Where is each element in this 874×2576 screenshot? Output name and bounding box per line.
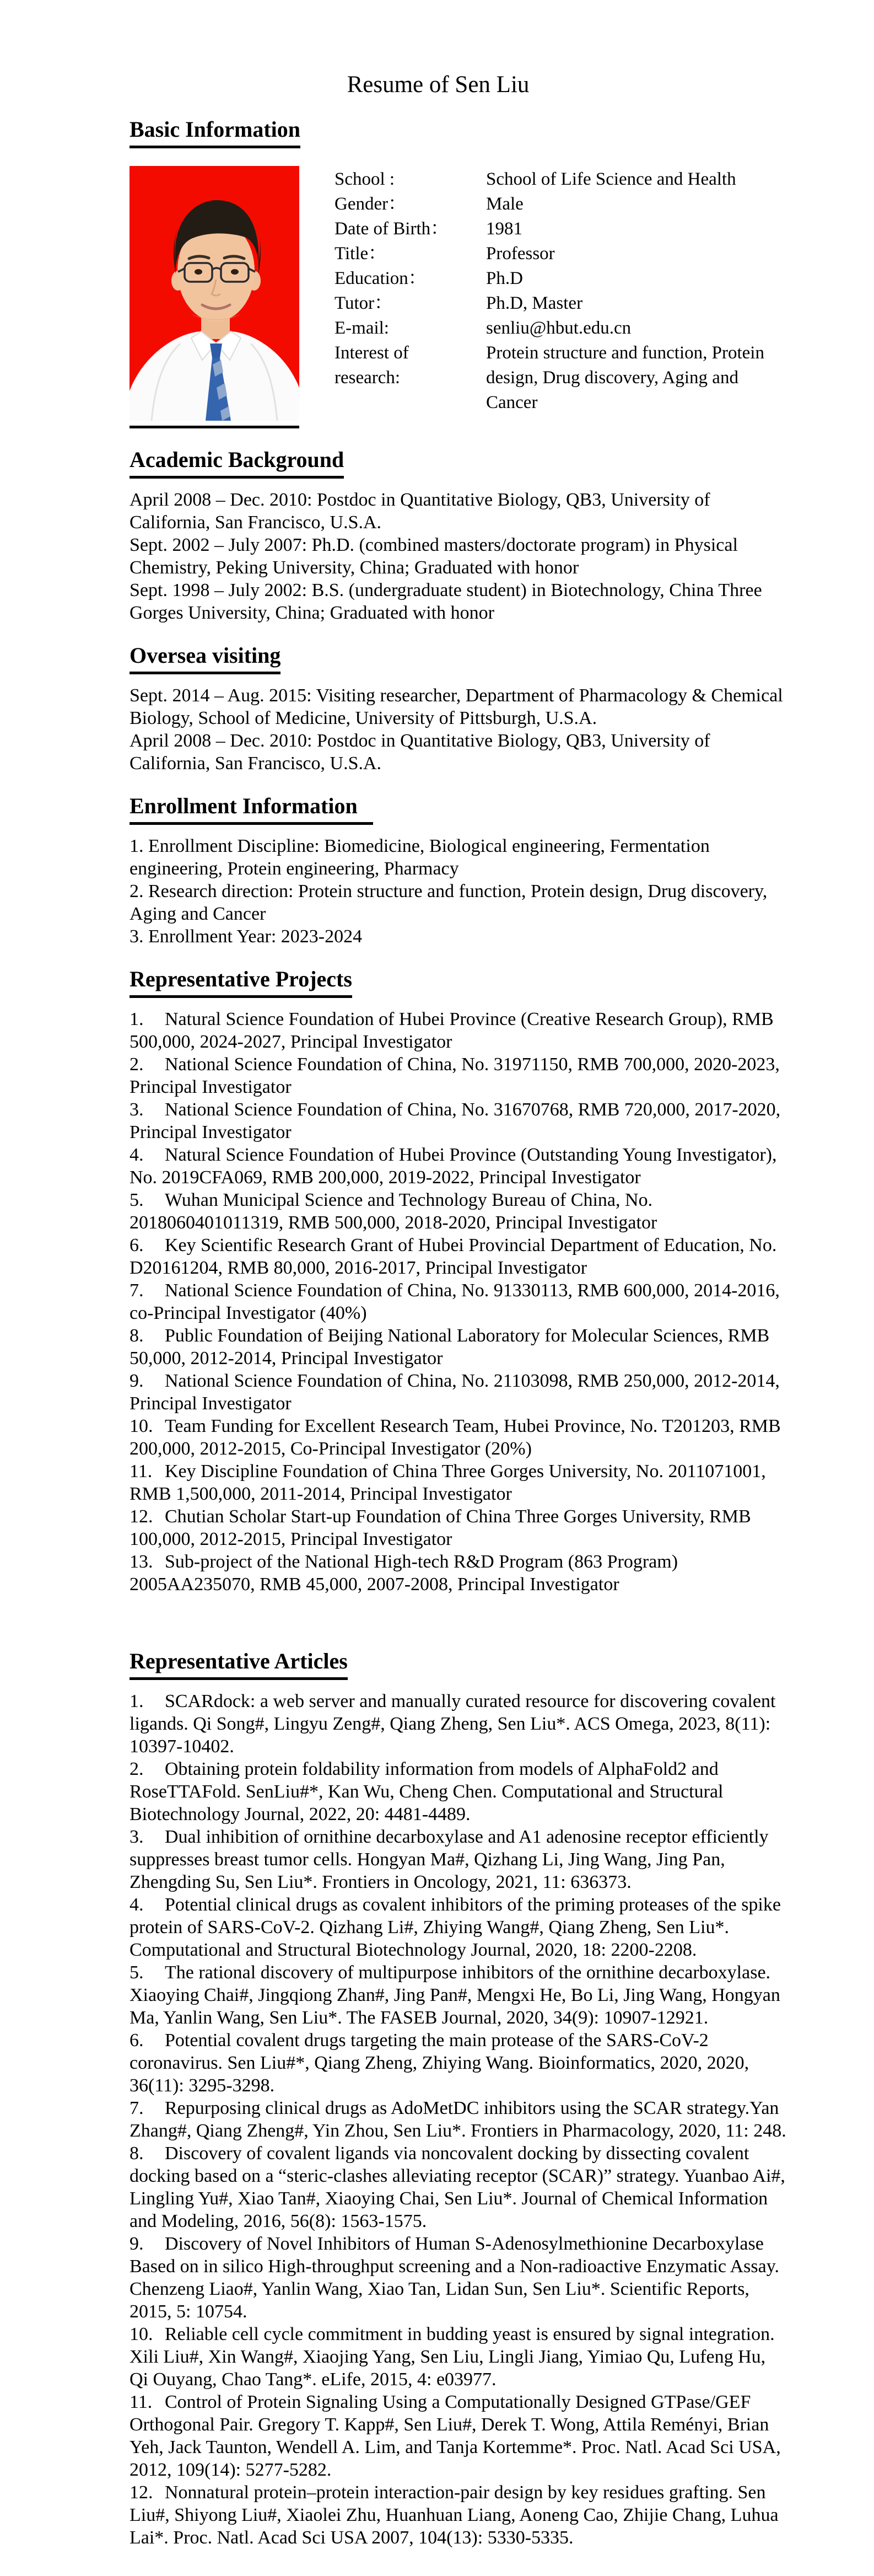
- section-enrollment-information: [130, 791, 808, 825]
- section-heading: Academic Background: [130, 445, 344, 479]
- section-academic-background: [130, 445, 808, 479]
- item-text: National Science Foundation of China, No. 31670768, RMB 720,000, 2017-2020,: [165, 1099, 781, 1120]
- item-text: Potential clinical drugs as covalent inhibitors of the priming proteases of the spike: [165, 1895, 781, 1915]
- article-item-line: Biotechnology Journal, 2022, 20: 4481-4489.: [130, 1804, 471, 1824]
- article-item-line: [130, 2097, 808, 2119]
- article-item-line: Chenzeng Liao#, Yanlin Wang, Xiao Tan, Lidan Sun, Sen Liu*. Scientific Reports,: [130, 2279, 749, 2299]
- article-item-line: Liu#, Shiyong Liu#, Xiaolei Zhu, Huanhuan Liang, Aoneng Cao, Zhijie Chang, Luhua: [130, 2505, 779, 2525]
- article-item-line: Ma, Yanlin Wang, Sen Liu*. The FASEB Journal, 2020, 34(9): 10907-12921.: [130, 2008, 709, 2028]
- article-item-line: 36(11): 3295-3298.: [130, 2075, 275, 2096]
- article-item-line: Computational and Structural Biotechnology Journal, 2020, 18: 2200-2208.: [130, 1940, 697, 1960]
- item-number: 12.: [130, 1506, 153, 1527]
- item-text: Public Foundation of Beijing National Laboratory for Molecular Sciences, RMB: [165, 1325, 770, 1346]
- item-text: Key Scientific Research Grant of Hubei Provincial Department of Education, No.: [165, 1235, 777, 1255]
- info-row: [335, 390, 764, 415]
- project-item-line: [130, 1324, 808, 1347]
- section-basic-information: [130, 115, 808, 148]
- item-text: Dual inhibition of ornithine decarboxylase and A1 adenosine receptor efficiently: [165, 1827, 769, 1847]
- info-value: Ph.D: [486, 269, 523, 288]
- info-value: 1981: [486, 219, 522, 239]
- item-text: Natural Science Foundation of Hubei Province (Creative Research Group), RMB: [165, 1009, 774, 1029]
- info-label: Tutor：: [335, 293, 393, 313]
- article-item-line: and Modeling, 2016, 56(8): 1563-1575.: [130, 2211, 427, 2231]
- info-row: [335, 341, 764, 366]
- item-number: 6.: [130, 1235, 144, 1255]
- basic-info-table: [335, 166, 764, 428]
- item-number: 12.: [130, 2482, 153, 2503]
- item-text: SCARdock: a web server and manually curated resource for discovering covalent: [165, 1691, 776, 1711]
- item-text: Repurposing clinical drugs as AdoMetDC inhibitors using the SCAR strategy.Yan: [165, 2098, 779, 2118]
- project-item-line: [130, 1144, 808, 1166]
- article-item-line: [130, 2323, 808, 2346]
- project-item-line: [130, 1370, 808, 1392]
- item-number: 7.: [130, 1280, 144, 1301]
- info-label: Education：: [335, 269, 427, 288]
- info-value: School of Life Science and Health: [486, 169, 736, 189]
- academic-line: Gorges University, China; Graduated with honor: [130, 603, 494, 623]
- item-number: 5.: [130, 1190, 144, 1210]
- project-item-line: [130, 1415, 808, 1437]
- section-heading: Representative Projects: [130, 964, 352, 998]
- article-item-line: RoseTTAFold. SenLiu#*, Kan Wu, Cheng Chen. Computational and Structural: [130, 1781, 724, 1802]
- basic-info-block: [130, 166, 808, 428]
- article-item-line: Zhengding Su, Sen Liu*. Frontiers in Oncology, 2021, 11: 636373.: [130, 1872, 632, 1892]
- academic-line: Sept. 1998 – July 2002: B.S. (undergraduate student) in Biotechnology, China Three: [130, 580, 762, 600]
- info-row: [335, 167, 764, 192]
- article-item-line: [130, 2142, 808, 2165]
- oversea-line: California, San Francisco, U.S.A.: [130, 753, 382, 774]
- item-text: Sub-project of the National High-tech R&D Program (863 Program): [165, 1552, 678, 1572]
- article-item-line: [130, 1758, 808, 1780]
- item-number: 3.: [130, 1099, 144, 1120]
- item-number: 13.: [130, 1552, 153, 1572]
- article-item-line: [130, 1961, 808, 1984]
- article-item-line: Orthogonal Pair. Gregory T. Kapp#, Sen Liu#, Derek T. Wong, Attila Reményi, Brian: [130, 2414, 769, 2435]
- section-representative-articles: [130, 1646, 808, 1680]
- email-value: senliu@hbut.edu.cn: [486, 318, 632, 338]
- oversea-line: April 2008 – Dec. 2010: Postdoc in Quantitative Biology, QB3, University of: [130, 731, 710, 751]
- section-heading: Representative Articles: [130, 1646, 348, 1680]
- item-number: 9.: [130, 2234, 144, 2254]
- info-label: School :: [335, 169, 395, 189]
- item-text: Chutian Scholar Start-up Foundation of China Three Gorges University, RMB: [165, 1506, 751, 1527]
- info-label: Date of Birth：: [335, 219, 449, 239]
- item-number: 9.: [130, 1371, 144, 1391]
- article-item-line: coronavirus. Sen Liu#*, Qiang Zheng, Zhiying Wang. Bioinformatics, 2020, 2020,: [130, 2053, 749, 2073]
- article-item-line: suppresses breast tumor cells. Hongyan Ma#, Qizhang Li, Jing Wang, Jing Pan,: [130, 1849, 725, 1870]
- item-number: 11.: [130, 1461, 153, 1482]
- project-item-line: Principal Investigator: [130, 1122, 292, 1142]
- project-item-line: Principal Investigator: [130, 1077, 292, 1097]
- portrait-photo-wrap: [130, 166, 299, 428]
- article-item-line: ligands. Qi Song#, Lingyu Zeng#, Qiang Zheng, Sen Liu*. ACS Omega, 2023, 8(11):: [130, 1714, 771, 1734]
- item-number: 4.: [130, 1895, 144, 1915]
- info-row: [335, 217, 764, 242]
- project-item-line: [130, 1098, 808, 1121]
- project-item-line: [130, 1008, 808, 1031]
- academic-line: April 2008 – Dec. 2010: Postdoc in Quantitative Biology, QB3, University of: [130, 490, 710, 510]
- item-number: 8.: [130, 2143, 144, 2164]
- article-item-line: [130, 1893, 808, 1916]
- article-item-line: 2012, 109(14): 5277-5282.: [130, 2460, 332, 2480]
- section-heading: Enrollment Information: [130, 791, 373, 825]
- article-item-line: [130, 2232, 808, 2255]
- academic-line: California, San Francisco, U.S.A.: [130, 512, 382, 533]
- project-item-line: [130, 1279, 808, 1302]
- item-number: 10.: [130, 1416, 153, 1436]
- info-label: E-mail:: [335, 318, 389, 338]
- project-item-line: 2005AA235070, RMB 45,000, 2007-2008, Principal Investigator: [130, 1574, 619, 1595]
- section-representative-projects: [130, 964, 808, 998]
- info-value: Protein structure and function, Protein: [486, 343, 764, 363]
- portrait-photo: [130, 166, 299, 421]
- item-text: Obtaining protein foldability information from models of AlphaFold2 and: [165, 1759, 719, 1779]
- item-text: National Science Foundation of China, No. 91330113, RMB 600,000, 2014-2016,: [165, 1280, 780, 1301]
- project-item-line: No. 2019CFA069, RMB 200,000, 2019-2022, Principal Investigator: [130, 1167, 641, 1188]
- item-text: Wuhan Municipal Science and Technology Bureau of China, No.: [165, 1190, 653, 1210]
- info-label: Title：: [335, 244, 387, 264]
- article-item-line: Xili Liu#, Xin Wang#, Xiaojing Yang, Sen Liu, Lingli Jiang, Yimiao Qu, Lufeng Hu,: [130, 2347, 766, 2367]
- project-item-line: [130, 1550, 808, 1573]
- article-item-line: [130, 2391, 808, 2413]
- project-item-line: [130, 1189, 808, 1211]
- info-value: Ph.D, Master: [486, 293, 583, 313]
- article-item-line: [130, 1826, 808, 1848]
- project-item-line: 2018060401011319, RMB 500,000, 2018-2020, Principal Investigator: [130, 1212, 657, 1233]
- photo-underline: [130, 426, 299, 428]
- article-item-line: 2015, 5: 10754.: [130, 2301, 247, 2322]
- oversea-line: Biology, School of Medicine, University of Pittsburgh, U.S.A.: [130, 708, 597, 728]
- article-item-line: Lingling Yu#, Xiao Tan#, Xiaoying Chai, Sen Liu*. Journal of Chemical Information: [130, 2188, 768, 2209]
- item-text: Team Funding for Excellent Research Team, Hubei Province, No. T201203, RMB: [165, 1416, 781, 1436]
- item-number: 6.: [130, 2030, 144, 2051]
- item-number: 10.: [130, 2324, 153, 2344]
- academic-line: Chemistry, Peking University, China; Graduated with honor: [130, 557, 579, 578]
- item-number: 2.: [130, 1054, 144, 1075]
- info-row: [335, 192, 764, 217]
- item-text: Potential covalent drugs targeting the main protease of the SARS-CoV-2: [165, 2030, 709, 2051]
- item-number: 3.: [130, 1827, 144, 1847]
- item-text: The rational discovery of multipurpose inhibitors of the ornithine decarboxylase.: [165, 1962, 771, 1983]
- item-text: Key Discipline Foundation of China Three Gorges University, No. 2011071001,: [165, 1461, 766, 1482]
- info-row-email: [335, 316, 764, 341]
- section-heading: Oversea visiting: [130, 641, 280, 674]
- article-item-line: Qi Ouyang, Chao Tang*. eLife, 2015, 4: e03977.: [130, 2369, 497, 2390]
- project-item-line: 200,000, 2012-2015, Co-Principal Investigator (20%): [130, 1439, 532, 1459]
- info-value: design, Drug discovery, Aging and: [486, 368, 738, 388]
- article-item-line: Zhang#, Qiang Zheng#, Yin Zhou, Sen Liu*. Frontiers in Pharmacology, 2020, 11: 248.: [130, 2121, 786, 2141]
- article-item-line: protein of SARS-CoV-2. Qizhang Li#, Zhiying Wang#, Qiang Zheng, Sen Liu*.: [130, 1917, 729, 1938]
- project-item-line: RMB 1,500,000, 2011-2014, Principal Investigator: [130, 1484, 512, 1504]
- info-row: [335, 291, 764, 316]
- item-number: 5.: [130, 1962, 144, 1983]
- enrollment-line: 1. Enrollment Discipline: Biomedicine, Biological engineering, Fermentation: [130, 836, 710, 856]
- section-oversea-visiting: [130, 641, 808, 674]
- enrollment-line: 3. Enrollment Year: 2023-2024: [130, 926, 363, 947]
- project-item-line: Principal Investigator: [130, 1393, 292, 1414]
- project-item-line: 500,000, 2024-2027, Principal Investigator: [130, 1032, 452, 1052]
- item-number: 7.: [130, 2098, 144, 2118]
- item-text: Nonnatural protein–protein interaction-pair design by key residues grafting. Sen: [165, 2482, 766, 2503]
- project-item-line: D20161204, RMB 80,000, 2016-2017, Principal Investigator: [130, 1258, 587, 1278]
- enrollment-line: 2. Research direction: Protein structure and function, Protein design, Drug discovery,: [130, 881, 768, 901]
- project-item-line: [130, 1053, 808, 1076]
- article-item-line: Based on in silico High-throughput screening and a Non-radioactive Enzymatic Assay.: [130, 2256, 779, 2277]
- enrollment-line: Aging and Cancer: [130, 904, 266, 924]
- article-item-line: [130, 2481, 808, 2504]
- item-text: National Science Foundation of China, No. 21103098, RMB 250,000, 2012-2014,: [165, 1371, 780, 1391]
- item-number: 8.: [130, 1325, 144, 1346]
- item-number: 1.: [130, 1009, 144, 1029]
- article-item-line: Xiaoying Chai#, Jingqiong Zhan#, Jing Pan#, Mengxi He, Bo Li, Jing Wang, Hongyan: [130, 1985, 780, 2005]
- article-item-line: [130, 2029, 808, 2052]
- info-label: [335, 390, 486, 415]
- info-value: Professor: [486, 244, 555, 264]
- project-item-line: 50,000, 2012-2014, Principal Investigator: [130, 1348, 443, 1368]
- item-text: Reliable cell cycle commitment in budding yeast is ensured by signal integration.: [165, 2324, 775, 2344]
- article-item-line: [130, 1690, 808, 1713]
- item-text: National Science Foundation of China, No. 31971150, RMB 700,000, 2020-2023,: [165, 1054, 780, 1075]
- item-text: Natural Science Foundation of Hubei Province (Outstanding Young Investigator),: [165, 1145, 777, 1165]
- project-item-line: 100,000, 2012-2015, Principal Investigator: [130, 1529, 452, 1549]
- project-item-line: [130, 1460, 808, 1483]
- info-value: Cancer: [486, 393, 538, 412]
- page-title: Resume of Sen Liu: [347, 72, 530, 98]
- item-number: 1.: [130, 1691, 144, 1711]
- enrollment-line: engineering, Protein engineering, Pharmacy: [130, 858, 459, 879]
- project-item-line: [130, 1234, 808, 1257]
- item-number: 11.: [130, 2392, 153, 2412]
- item-text: Discovery of Novel Inhibitors of Human S-Adenosylmethionine Decarboxylase: [165, 2234, 764, 2254]
- article-item-line: 10397-10402.: [130, 1736, 234, 1757]
- item-number: 4.: [130, 1145, 144, 1165]
- info-row: [335, 266, 764, 291]
- project-item-line: co-Principal Investigator (40%): [130, 1303, 367, 1323]
- section-heading: Basic Information: [130, 115, 300, 148]
- oversea-line: Sept. 2014 – Aug. 2015: Visiting researcher, Department of Pharmacology & Chemical: [130, 685, 783, 706]
- article-item-line: docking based on a “steric-clashes alleviating receptor (SCAR)” strategy. Yuanbao Ai#,: [130, 2166, 785, 2186]
- info-label: Gender：: [335, 194, 407, 214]
- info-value: Male: [486, 194, 524, 214]
- info-label: research:: [335, 368, 401, 388]
- info-row: [335, 242, 764, 266]
- info-label: Interest of: [335, 343, 409, 363]
- academic-line: Sept. 2002 – July 2007: Ph.D. (combined masters/doctorate program) in Physical: [130, 535, 738, 555]
- project-item-line: [130, 1505, 808, 1528]
- article-item-line: Lai*. Proc. Natl. Acad Sci USA 2007, 104(13): 5330-5335.: [130, 2527, 574, 2548]
- item-text: Control of Protein Signaling Using a Computationally Designed GTPase/GEF: [165, 2392, 751, 2412]
- info-row: [335, 366, 764, 390]
- article-item-line: Yeh, Jack Taunton, Wendell A. Lim, and Tanja Kortemme*. Proc. Natl. Acad Sci USA,: [130, 2437, 781, 2457]
- item-number: 2.: [130, 1759, 144, 1779]
- item-text: Discovery of covalent ligands via noncovalent docking by dissecting covalent: [165, 2143, 749, 2164]
